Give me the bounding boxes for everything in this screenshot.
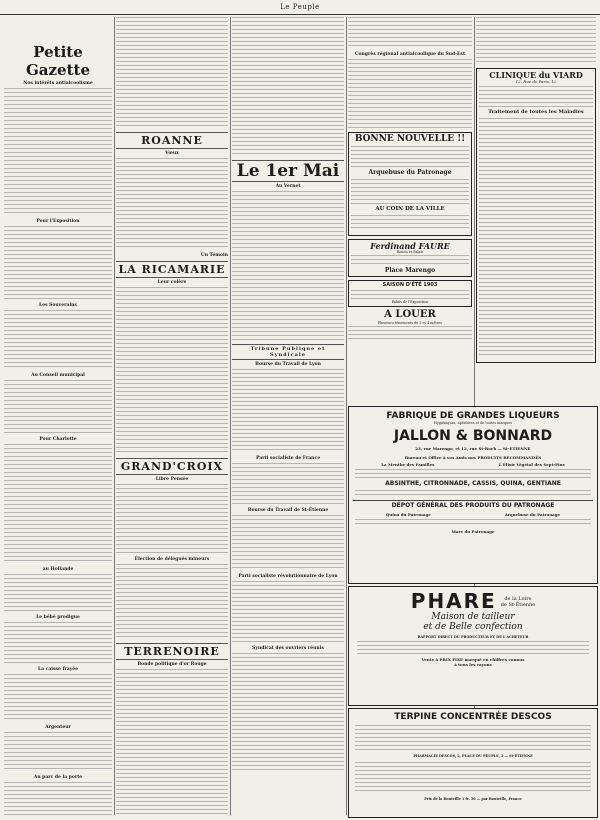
- article-heading: Syndicat des ouvriers réunis: [252, 646, 324, 651]
- article-body: [116, 669, 228, 815]
- article-body: [232, 515, 344, 571]
- page-masthead: Le Peuple: [0, 2, 600, 15]
- ad-line: Traitement de toutes les Maladies: [488, 109, 584, 116]
- article-heading: Bourse du Travail de Lyon: [255, 362, 321, 367]
- article-heading: Pour Charlotte: [39, 437, 77, 442]
- article-body: [476, 17, 596, 65]
- ad-title: BONNE NOUVELLE !!: [354, 134, 466, 144]
- ad-line: Plusieurs ténements de 3 et 4 mètres: [377, 320, 443, 325]
- article-heading: Pour l'Exposition: [36, 219, 80, 224]
- ad-body: [479, 86, 593, 108]
- ad-line: RAPPORT DIRECT DU PRODUCTEUR ET DE L'ACHETEUR: [417, 635, 529, 639]
- article-heading: Libre Pensée: [155, 477, 189, 482]
- article-heading: Au Vernet: [275, 184, 301, 189]
- article-body: [4, 574, 112, 612]
- article-body: [232, 17, 344, 157]
- gazette-subtitle: Nos intérêts antialcoolisme: [23, 81, 93, 86]
- article-heading: Au parc de la porte: [33, 775, 83, 780]
- ad-ferdinand-faure: [348, 239, 472, 278]
- article-body: [116, 287, 228, 455]
- article-body: [4, 444, 112, 564]
- section-heading-grand-croix: GRAND'CROIX: [116, 458, 228, 475]
- article-heading: au Hollande: [42, 567, 74, 572]
- column-2: [116, 17, 228, 815]
- section-heading-roanne: ROANNE: [116, 132, 228, 149]
- article-body: [232, 463, 344, 505]
- ad-columns: [349, 462, 597, 467]
- column-rule: [114, 17, 115, 815]
- column-rule: [346, 17, 347, 815]
- article-heading: Le bébé prodigue: [36, 615, 80, 620]
- article-body: [348, 17, 472, 49]
- ad-body: [351, 179, 469, 205]
- ad-product: Arquebuse du Patronage: [504, 512, 561, 518]
- article-body: [4, 782, 112, 815]
- ad-title: A LOUER: [384, 309, 436, 321]
- section-heading-la-ricamarie: LA RICAMARIE: [116, 261, 228, 278]
- ad-line: Place Marengo: [384, 267, 436, 275]
- ad-columns: [349, 512, 597, 517]
- ad-title: PHARE: [410, 589, 497, 613]
- ad-line: Palais de l'Exposition: [391, 299, 429, 304]
- ad-title: Ferdinand FAURE: [370, 240, 450, 251]
- article-body: [232, 191, 344, 341]
- article-heading: La caisse frayée: [37, 667, 79, 672]
- may-day-heading: Le 1er Mai: [232, 160, 344, 182]
- article-body: [4, 380, 112, 434]
- ad-products: ABSINTHE, CITRONNADE, CASSIS, QUINA, GENTIANE: [385, 480, 561, 488]
- article-body: [4, 622, 112, 664]
- article-body: [116, 17, 228, 129]
- ad-a-louer: [348, 310, 472, 340]
- ad-depot: DÉPOT GÉNÉRAL DES PRODUITS DU PATRONAGE: [353, 500, 593, 509]
- ad-subtitle: 12, Rue de Paris, 12: [515, 79, 557, 85]
- ad-body: [351, 215, 469, 231]
- article-heading: Au Conseil municipal: [31, 373, 85, 378]
- ad-bonne-nouvelle: [348, 132, 472, 236]
- ad-body: [348, 326, 472, 340]
- ad-product: Quina du Patronage: [385, 512, 431, 518]
- ad-body: [355, 490, 591, 498]
- article-body: [4, 88, 112, 216]
- ad-line: Vente à PRIX FIXE marqué en chiffres connus: [421, 657, 525, 663]
- article-heading: Bonde politique d'or Rouge: [137, 662, 207, 667]
- ad-subtitle: AU COIN DE LA VILLE: [375, 205, 445, 212]
- ad-clinique-viard: [476, 68, 596, 363]
- article-body: [232, 581, 344, 643]
- ad-body: [355, 519, 591, 527]
- article-body: [4, 226, 112, 300]
- article-body: [4, 310, 112, 370]
- ad-line: Prix de la Bouteille 1 fr. 50 — par Bouteille, Franco: [424, 796, 522, 801]
- article-heading: Parti socialiste révolutionnaire de Lyon: [238, 574, 338, 579]
- ad-side: [501, 596, 536, 608]
- ad-saison-ete: [348, 280, 472, 307]
- ad-title: SAISON D'ÉTÉ 1903: [382, 282, 438, 289]
- ad-body: [355, 469, 591, 479]
- ad-product: L'Élixir Végétal des Sept-Pins: [498, 462, 565, 468]
- column-3: [232, 17, 344, 815]
- column-1: [4, 17, 112, 815]
- ad-brand: JALLON & BONNARD: [393, 427, 553, 444]
- article-body: [232, 653, 344, 773]
- article-heading: Leur colère: [157, 280, 187, 285]
- article-heading: Élection de délégués mineurs: [134, 557, 210, 562]
- ad-body: [351, 255, 469, 267]
- article-heading: Vœux: [165, 151, 179, 156]
- article-body: [116, 484, 228, 554]
- gazette-title: Petite Gazette: [26, 43, 90, 79]
- ad-product: Marc du Patronage: [451, 529, 495, 535]
- article-heading: Parti socialiste de France: [255, 456, 321, 461]
- ad-title: CLINIQUE du VIARD: [489, 70, 583, 80]
- ad-line: Bureau et Office à vos Amis nos PRODUITS RECOMMANDÉS: [404, 455, 542, 461]
- ad-subtitle: Hygiéniques, apéritives et de toutes marques: [433, 421, 513, 426]
- column-rule: [230, 17, 231, 815]
- ad-terpine: [348, 708, 598, 818]
- article-body: [4, 732, 112, 772]
- ad-subtitle: et de Belle confection: [423, 622, 523, 632]
- signature: Un Témoin: [200, 253, 228, 258]
- article-body: [232, 369, 344, 453]
- column-4: [348, 17, 472, 407]
- article-body: [116, 158, 228, 250]
- ad-title-row: [349, 591, 597, 612]
- ad-body: [357, 641, 589, 655]
- ad-jallon-bonnard: [348, 406, 598, 584]
- section-heading-tribune: Tribune Publique et Syndicale: [232, 344, 344, 360]
- ad-body: [351, 146, 469, 168]
- ad-side-line: de St-Étienne: [500, 601, 536, 608]
- ad-subtitle: Rouen et Palais: [396, 249, 424, 254]
- ad-body: [355, 762, 591, 794]
- ad-phare: [348, 586, 598, 706]
- ad-line: PHARMACIE DESCOS, 2, PLACE DU PEUPLE, 2 — St-ÉTIENNE: [413, 754, 533, 759]
- ad-body: [479, 118, 593, 358]
- ad-side-line: de la Loire: [504, 595, 532, 602]
- article-heading: Congrès régional antialcoolique du Sud-Est: [354, 52, 466, 57]
- article-body: [116, 564, 228, 640]
- ad-subtitle: Maison de tailleur: [431, 612, 515, 622]
- article-heading: Les Souverains: [39, 303, 77, 308]
- article-body: [4, 674, 112, 722]
- ad-body: [355, 725, 591, 751]
- ad-line: à tous les rayons: [454, 662, 492, 668]
- ad-address: 23, rue Marengo, et 12, rue St-Roch — St-ETIENNE: [415, 446, 531, 452]
- column-5: [476, 17, 596, 407]
- ad-product: La Menthe des Familles: [381, 462, 435, 468]
- article-heading: Argenteur: [45, 725, 71, 730]
- ad-title: TERPINE CONCENTRÉE DESCOS: [394, 712, 552, 722]
- article-heading: Bourse du Travail de St-Étienne: [247, 508, 329, 513]
- article-body: [348, 59, 472, 129]
- ad-title: FABRIQUE DE GRANDES LIQUEURS: [386, 411, 560, 421]
- ad-subtitle: Arquebuse du Patronage: [368, 169, 452, 177]
- ad-body: [351, 290, 469, 299]
- section-heading-terrenoire: TERRENOIRE: [116, 643, 228, 660]
